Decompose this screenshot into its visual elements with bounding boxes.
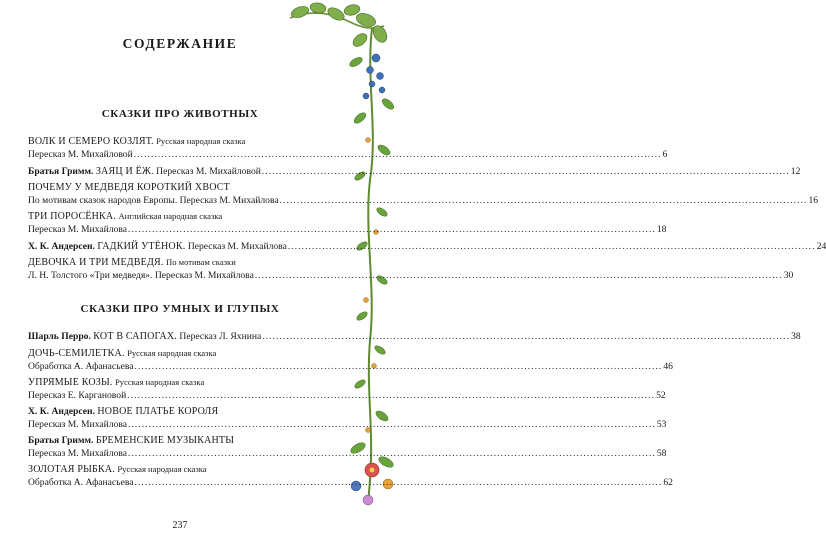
story-title: НОВОЕ ПЛАТЬЕ КОРОЛЯ	[97, 406, 219, 417]
entry-page: 58	[656, 448, 667, 459]
story-title: ЗАЯЦ И ЁЖ.	[95, 166, 154, 177]
entry-credit: Пересказ М. Михайлова	[28, 224, 128, 235]
story-title: ГАДКИЙ УТЁНОК.	[97, 241, 186, 252]
entry-page: 18	[656, 224, 667, 235]
entry-credit: Пересказ М. Михайловой	[156, 166, 261, 177]
toc-entry[interactable]	[28, 181, 819, 207]
entry-author: Братья Гримм.	[28, 166, 94, 177]
entry-credit: Пересказ М. Михайлова	[28, 448, 128, 459]
section-heading: СКАЗКИ ПРО ЖИВОТНЫХ	[101, 108, 259, 120]
entry-credit: Пересказ Е. Каргановой	[28, 390, 127, 401]
entry-author: Х. К. Андерсен.	[28, 406, 95, 417]
entry-page: 12	[790, 166, 801, 177]
entry-page: 38	[791, 331, 801, 342]
entry-credit: Пересказ Л. Яхнина	[179, 331, 262, 342]
toc-entry[interactable]: ЗОЛОТАЯ РЫБКА. Русская народная сказка Обработка А. Афанасьева ..... 62	[28, 463, 350, 489]
entry-author: Братья Гримм.	[28, 435, 94, 446]
toc-entry[interactable]	[28, 240, 826, 253]
entry-page: 52	[656, 390, 666, 401]
story-title: ТРИ ПОРОСЁНКА.	[28, 211, 117, 222]
story-title: ДЕВОЧКА И ТРИ МЕДВЕДЯ.	[28, 257, 164, 268]
page-number: 237	[172, 520, 188, 531]
entry-page: 16	[808, 195, 819, 206]
story-title: УПРЯМЫЕ КОЗЫ.	[28, 377, 113, 388]
entry-page: 30	[783, 270, 794, 281]
entry-credit: Пересказ М. Михайловой	[28, 149, 133, 160]
entry-page: 24	[816, 241, 826, 252]
toc-entry[interactable]: ТРИ ПОРОСЁНКА. Английская народная сказка Пересказ М. Михайлова ..... 18	[28, 210, 350, 236]
entry-credit: По мотивам сказок народов Европы. Пересказ М. Михайлова	[28, 195, 279, 206]
toc-entry[interactable]: ДОЧЬ-СЕМИЛЕТКА. Русская народная сказка Обработка А. Афанасьева ..... 46	[28, 347, 350, 373]
entry-credit: Обработка А. Афанасьева	[28, 361, 134, 372]
toc-entry[interactable]	[28, 330, 801, 343]
toc-entry[interactable]	[28, 165, 801, 178]
story-title: ЗОЛОТАЯ РЫБКА.	[28, 464, 115, 475]
toc-entry[interactable]: ДЕВОЧКА И ТРИ МЕДВЕДЯ. По мотивам сказки Л. Н. Толстого «Три медведя». Пересказ М. Михайлова ..... 30	[28, 256, 350, 282]
entry-credit: Обработка А. Афанасьева	[28, 477, 134, 488]
contents-title: СОДЕРЖАНИЕ	[122, 36, 238, 51]
entry-credit: Пересказ М. Михайлова	[187, 241, 287, 252]
story-title: ВОЛК И СЕМЕРО КОЗЛЯТ.	[28, 136, 154, 147]
entry-page: 6	[662, 149, 668, 160]
entry-credit: Пересказ М. Михайлова	[28, 419, 128, 430]
toc-entry[interactable]	[28, 405, 667, 431]
entry-page: 46	[663, 361, 673, 372]
toc-entry[interactable]: ВОЛК И СЕМЕРО КОЗЛЯТ. Русская народная сказка Пересказ М. Михайловой ..... 6	[28, 135, 350, 161]
entry-page: 53	[656, 419, 667, 430]
story-title: КОТ В САПОГАХ.	[93, 331, 177, 342]
story-title: БРЕМЕНСКИЕ МУЗЫКАНТЫ	[95, 435, 235, 446]
story-title: ДОЧЬ-СЕМИЛЕТКА.	[28, 348, 125, 359]
toc-entry[interactable]	[28, 434, 667, 460]
entry-author: Шарль Перро.	[28, 331, 91, 342]
story-title: ПОЧЕМУ У МЕДВЕДЯ КОРОТКИЙ ХВОСТ	[28, 182, 230, 193]
entry-author: Х. К. Андерсен.	[28, 241, 95, 252]
section-heading: СКАЗКИ ПРО УМНЫХ И ГЛУПЫХ	[80, 303, 280, 315]
toc-entry[interactable]: УПРЯМЫЕ КОЗЫ. Русская народная сказка Пересказ Е. Каргановой ..... 52	[28, 376, 350, 402]
entry-page: 62	[663, 477, 673, 488]
entry-credit: Л. Н. Толстого «Три медведя». Пересказ М. Михайлова	[28, 270, 254, 281]
